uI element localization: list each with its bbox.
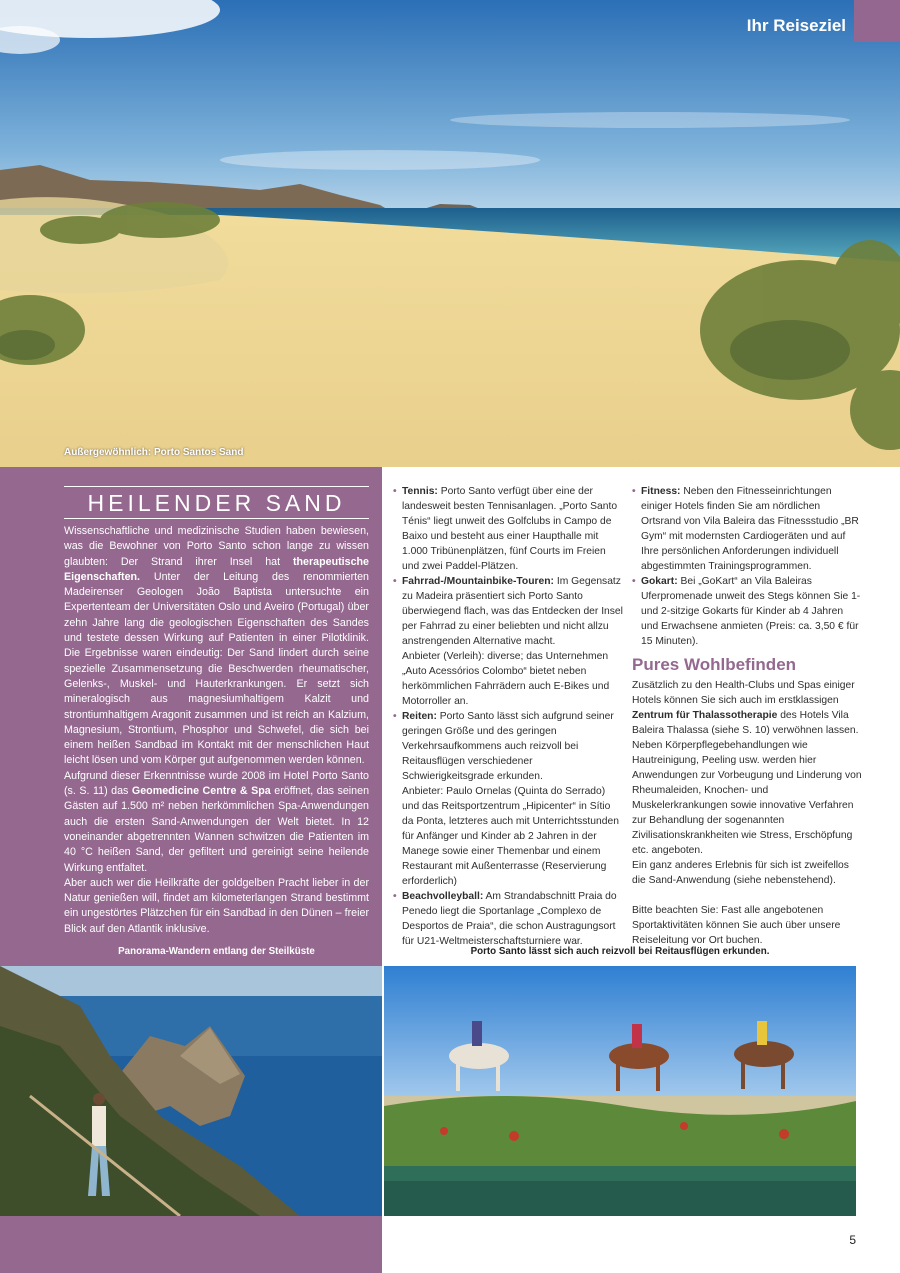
article-paragraph: [64, 524, 369, 769]
text-run: des Hotels Vila Baleira Thalassa (siehe S. 10) verwöhnen lassen. Neben Körperpflegebehandlungen wie Hautreinigung, Peeling usw. werden hier Anwendungen zur Vorbeugung und Linderung von Rheumaleiden, Knochen- und Muskelerkrankungen sowie innovative Verfahren zur Behandlung der sogenannten Zivilisationskrankheiten wie Stress, Erschöpfung etc. angeboten.: [632, 710, 862, 856]
provider-note: [393, 784, 623, 889]
heading-rule-top: [64, 486, 369, 487]
bullet-item: [393, 709, 623, 784]
text-run: Anbieter (Verleih): diverse; das Unternehmen „Auto Acessórios Colombo“ bietet neben herkömmlichen Fahrrädern auch E-Bikes und Motorroller an.: [402, 651, 610, 707]
text-run: Im Gegensatz zu Madeira präsentiert sich Porto Santo überwiegend flach, was das Entdecken der Insel per Fahrrad zu einer beliebten und nicht allzu anstrengenden Alternative macht.: [402, 576, 623, 647]
text-run: Am Strandabschnitt Praia do Penedo liegt die Sportanlage „Complexo de Desportos de Praia“, die schon Austragungsort für U21-Weltmeisterschaftsturniere war.: [402, 891, 617, 947]
article-title: HEILENDER SAND: [87, 490, 346, 516]
wellness-paragraph: [632, 903, 862, 948]
text-run: eröffnet, das seinen Gästen auf 1.500 m² neben herkömmlichen Spa-Anwendungen auch die ersten Sand-Anwendungen der Welt bietet. In 12 voneinander abgetrennten Wannen schwitzen die Patienten im 40 °C heißen Sand, der gefiltert und gereinigt seine heilende Wirkung entfaltet.: [64, 785, 370, 874]
page-number: 5: [849, 1233, 856, 1247]
beach-illustration: [0, 0, 900, 467]
activities-column-middle: [393, 484, 623, 949]
provider-note: [393, 649, 623, 709]
hero-caption: Außergewöhnlich: Porto Santos Sand: [64, 447, 244, 458]
bold-term: Beachvolleyball:: [402, 891, 484, 902]
text-run: Porto Santo lässt sich aufgrund seiner geringen Größe und des geringen Verkehrsaufkommens auch reizvoll bei Reitausflügen verschiedener Schwierigkeitsgrade erkunden.: [402, 711, 614, 782]
bullet-item: [393, 484, 623, 574]
bold-term: Reiten:: [402, 711, 437, 722]
wellness-text: [632, 678, 862, 948]
section-tag-block: [854, 0, 900, 42]
text-run: Anbieter: Paulo Ornelas (Quinta do Serrado) und das Reitsportzentrum „Hipicenter“ in Sítio da Ponta, letzteres auch mit Unterrichtsstunden für Anfänger und Kinder ab 2 Jahren in der Manege sowie einer Themenbar und einem Restaurant mit Außenterrasse (Reservierung erforderlich): [402, 786, 619, 887]
coast-hiking-photo: [0, 966, 382, 1216]
text-run: Aufgrund dieser Erkenntnisse wurde 2008 im Hotel Porto Santo (s. S. 11) das: [64, 769, 369, 798]
bullet-item: [393, 889, 623, 949]
text-run: Unter der Leitung des renommierten Madeirenser Geologen João Baptista untersuchte ein Expertenteam der Universitäten Oslo und Aveiro (Portugal) über zehn Jahre lang die geologischen Eigenschaften des Sandes und testete dessen Wirkung auf Patienten in einer Pilotklinik. Die Ergebnisse waren eindeutig: Der Sand lindert durch seine spezielle Zusammensetzung die Beschwerden rheumatischer, Gelenks-, Muskel- und Hauterkrankungen. Er setzt sich mineralogisch aus magnesiumhaltigem Kalzit und strontiumhaltigem Aragonit zusammen und ist reich an Kalzium, Magnesium, Strontium, Phosphor und Schwefel, die sich bei einem heißen Sandbad im Kontakt mit der menschlichen Haut leicht lösen und vom Körper gut aufgenommen werden können.: [64, 570, 369, 767]
activities-column-right: [632, 484, 862, 948]
section-tag: Ihr Reiseziel: [746, 16, 846, 35]
wellness-paragraph: [632, 858, 862, 888]
bold-term: Geomedicine Centre & Spa: [131, 785, 271, 798]
text-run: Zusätzlich zu den Health-Clubs und Spas einiger Hotels können Sie sich auch im erstklassigen: [632, 680, 855, 706]
hero-beach-photo: [0, 0, 900, 467]
article-body: [64, 524, 369, 937]
text-run: Bei „GoKart“ an Vila Baleiras Uferpromenade unweit des Stegs können Sie 1- und 2-sitzige Gokarts für Kinder ab 4 Jahren und Erwachsene anmieten (Preis: ca. 3,50 € für 15 Minuten).: [641, 576, 861, 647]
horse-riding-photo: [384, 966, 856, 1216]
text-run: Aber auch wer die Heilkräfte der goldgelben Pracht lieber in der Natur genießen will, findet am kilometerlangen Strand bestimmt ein ungestörtes Plätzchen für ein Sandbad in den Dünen – freier Blick auf den Atlantik inklusive.: [64, 876, 369, 935]
horses-caption: Porto Santo lässt sich auch reizvoll bei Reitausflügen erkunden.: [470, 946, 770, 957]
bullet-item: [632, 574, 862, 649]
bold-term: Gokart:: [641, 576, 678, 587]
text-run: Wissenschaftliche und medizinische Studien haben bewiesen, was die Bewohner von Porto Santo schon lange zu wissen glaubten: Der Strand ihrer Insel hat: [64, 525, 369, 568]
text-run: Neben den Fitnesseinrichtungen einiger Hotels finden Sie am nördlichen Ortsrand von Vila Baleira das Fitnessstudio „BR Gym“ mit modernsten Cardiogeräten und auf Ihre persönlichen Anforderungen individuell abgestimmten Trainingsprogrammen.: [641, 486, 859, 572]
bold-term: therapeutische Eigenschaften.: [64, 555, 369, 583]
bold-term: Tennis:: [402, 486, 438, 497]
bold-term: Fahrrad-/Mountainbike-Touren:: [402, 576, 554, 587]
text-run: Bitte beachten Sie: Fast alle angebotenen Sportaktivitäten können Sie auch über unsere Reiseleitung vor Ort buchen.: [632, 905, 841, 946]
article-paragraph: [64, 769, 369, 876]
right-bullet-list: [632, 484, 862, 649]
text-run: Porto Santo verfügt über eine der landesweit besten Tennisanlagen. „Porto Santo Ténis“ liegt unweit des Golfclubs in Campo de Baixo und besteht aus einer Haupthalle mit 1.000 Tribünenplätzen, fünf Courts im Freien und zwei Paddel-Plätzen.: [402, 486, 618, 572]
coast-caption: Panorama-Wandern entlang der Steilküste: [118, 946, 315, 957]
bold-term: Zentrum für Thalassotherapie: [632, 710, 778, 721]
heading-rule-bottom: [64, 518, 369, 519]
bullet-item: [393, 574, 623, 649]
bold-term: Fitness:: [641, 486, 681, 497]
article-paragraph: [64, 876, 369, 937]
bullet-item: [632, 484, 862, 574]
sidebar-footer-block: [0, 1217, 382, 1273]
text-run: Ein ganz anderes Erlebnis für sich ist zweifellos die Sand-Anwendung (siehe nebenstehend).: [632, 860, 849, 886]
wellness-paragraph: [632, 678, 862, 858]
wellness-heading: Pures Wohlbefinden: [632, 655, 797, 674]
